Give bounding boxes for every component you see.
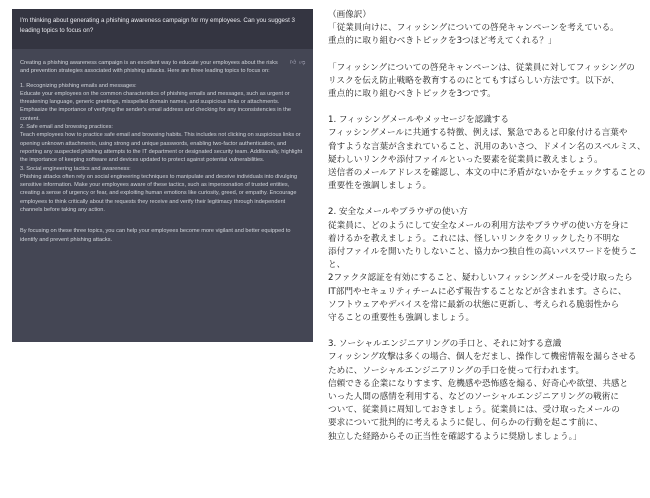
section-line: 従業員に、どのようにして安全なメールの利用方法やブラウザの使い方を身に <box>328 220 629 231</box>
section-line: 添付ファイルを開いたりしないこと、協力かつ独自性の高いパスワードを使うこと、 <box>328 247 638 271</box>
translation-header: （画像訳） <box>328 10 371 20</box>
answer-line: 重点的に取り組むべきトピックを3つです。 <box>328 89 496 100</box>
topic-heading: 1. Recognizing phishing emails and messages: <box>20 82 137 89</box>
assistant-outro: By focusing on these three topics, you can help your employees become more vigilant and better equipped to identify and prevent phishing attacks. <box>20 228 291 243</box>
section-line: 重要性を強調しましょう。 <box>328 181 432 192</box>
section-line: 要求について批判的に考えるように促し、何らかの行動を起こす前に、 <box>328 418 603 429</box>
thumbs-down-icon[interactable]: 👎︎ <box>299 60 306 66</box>
section-line: 信頼できる企業になりすます、危機感や恐怖感を煽る、好奇心や欲望、共感と <box>328 378 629 389</box>
section-title: 2. 安全なメールやブラウザの使い方 <box>328 207 468 218</box>
question-line: 「従業員向けに、フィッシングについての啓発キャンペーンを考えている。 <box>328 23 619 34</box>
question-line: 重点的に取り組むべきトピックを3つほど考えてくれる？」 <box>328 36 557 47</box>
section-line: ために、ソーシャルエンジニアリングの手口を使って行われます。 <box>328 365 585 376</box>
topic-heading: 2. Safe email and browsing practices: <box>20 124 113 131</box>
user-message <box>12 9 313 49</box>
user-message-text: I'm thinking about generating a phishing awareness campaign for my employees. Can you suggest 3 leading topics to focus on? <box>20 17 295 34</box>
topic-body: Phishing attacks often rely on social engineering techniques to manipulate and deceive individuals into divulging sensitive information. Make your employees aware of these tactics, such as impersonation of trusted entities, creating a sense of urgency or fear, and exploiting human emotions like curiosity, greed, or empathy. Encourage employees to think critically about the requests they receive and verify their legitimacy through independent channels before taking any action. <box>20 173 298 214</box>
section-line: フィッシングメールに共通する特徴、例えば、緊急であると印象付ける言葉や <box>328 128 628 139</box>
section-title: 1. フィッシングメールやメッセージを認識する <box>328 115 509 126</box>
topic-list <box>20 82 304 215</box>
thumbs-up-icon[interactable]: 👍︎ <box>290 60 297 66</box>
section-line: IT部門やセキュリティチームに必ず報告することなどが含まれます。さらに、 <box>328 286 627 297</box>
section-line: フィッシング攻撃は多くの場合、個人をだまし、操作して機密情報を漏らさせる <box>328 352 637 363</box>
section-line: いった人間の感情を利用する、などのソーシャルエンジニアリングの戦術に <box>328 392 619 403</box>
list-item <box>20 123 304 164</box>
section-line: 疑わしいリンクや添付ファイルといった要素を従業員に教えましょう。 <box>328 154 603 165</box>
section-line: ソフトウェアやデバイスを常に最新の状態に更新し、考えられる脆弱性から <box>328 299 620 310</box>
assistant-intro: Creating a phishing awareness campaign is an excellent way to educate your employees about the risks and prevention strategies associated with phishing attacks. Here are three leading topics to focus on: <box>20 60 278 75</box>
section-line: ついて、従業員に周知しておきましょう。従業員には、受け取ったメールの <box>328 405 620 416</box>
chat-screenshot <box>12 9 313 342</box>
section-line: 送信者のメールアドレスを確認し、本文の中に矛盾がないかをチェックすることの <box>328 168 646 179</box>
answer-line: リスクを伝え防止戦略を教育するのにとてもすばらしい方法です。以下が、 <box>328 75 620 86</box>
answer-line: 「フィッシングについての啓発キャンペーンは、従業員に対してフィッシングの <box>328 62 635 73</box>
section-line: 着けるかを教えましょう。これには、怪しいリンクをクリックしたり不明な <box>328 233 620 244</box>
section-line: 2ファクタ認証を有効にすること、疑わしいフィッシングメールを受け取ったら <box>328 273 633 284</box>
topic-body: Educate your employees on the common characteristics of phishing emails and messages, such as urgent or threatening language, generic greetings, misspelled domain names, and suspicious links or attachments. Emphasize the importance of verifying the sender's email address and checking for any inconsistencies in the content. <box>20 90 291 122</box>
section-line: 守ることの重要性も強調しましょう。 <box>328 313 475 324</box>
section-line: 脅すような言葉が含まれていること、汎用のあいさつ、ドメイン名のスペルミス、 <box>328 141 646 152</box>
japanese-translation <box>328 9 646 444</box>
list-item <box>20 165 304 215</box>
topic-heading: 3. Social engineering tactics and awareness: <box>20 165 131 172</box>
assistant-message <box>20 59 304 244</box>
list-item <box>20 82 304 123</box>
topic-body: Teach employees how to practice safe email and browsing habits. This includes not clicking on suspicious links or opening unknown attachments, using strong and unique passwords, enabling two-factor authentication, and reporting any suspected phishing attempts to the IT department or designated security team. Additionally, highlight the importance of keeping software and devices updated to protect against potential vulnerabilities. <box>20 132 303 164</box>
section-line: 独立した経路からその正当性を確認するように奨励しましょう。」 <box>328 431 582 442</box>
section-title: 3. ソーシャルエンジニアリングの手口と、それに対する意識 <box>328 339 562 350</box>
